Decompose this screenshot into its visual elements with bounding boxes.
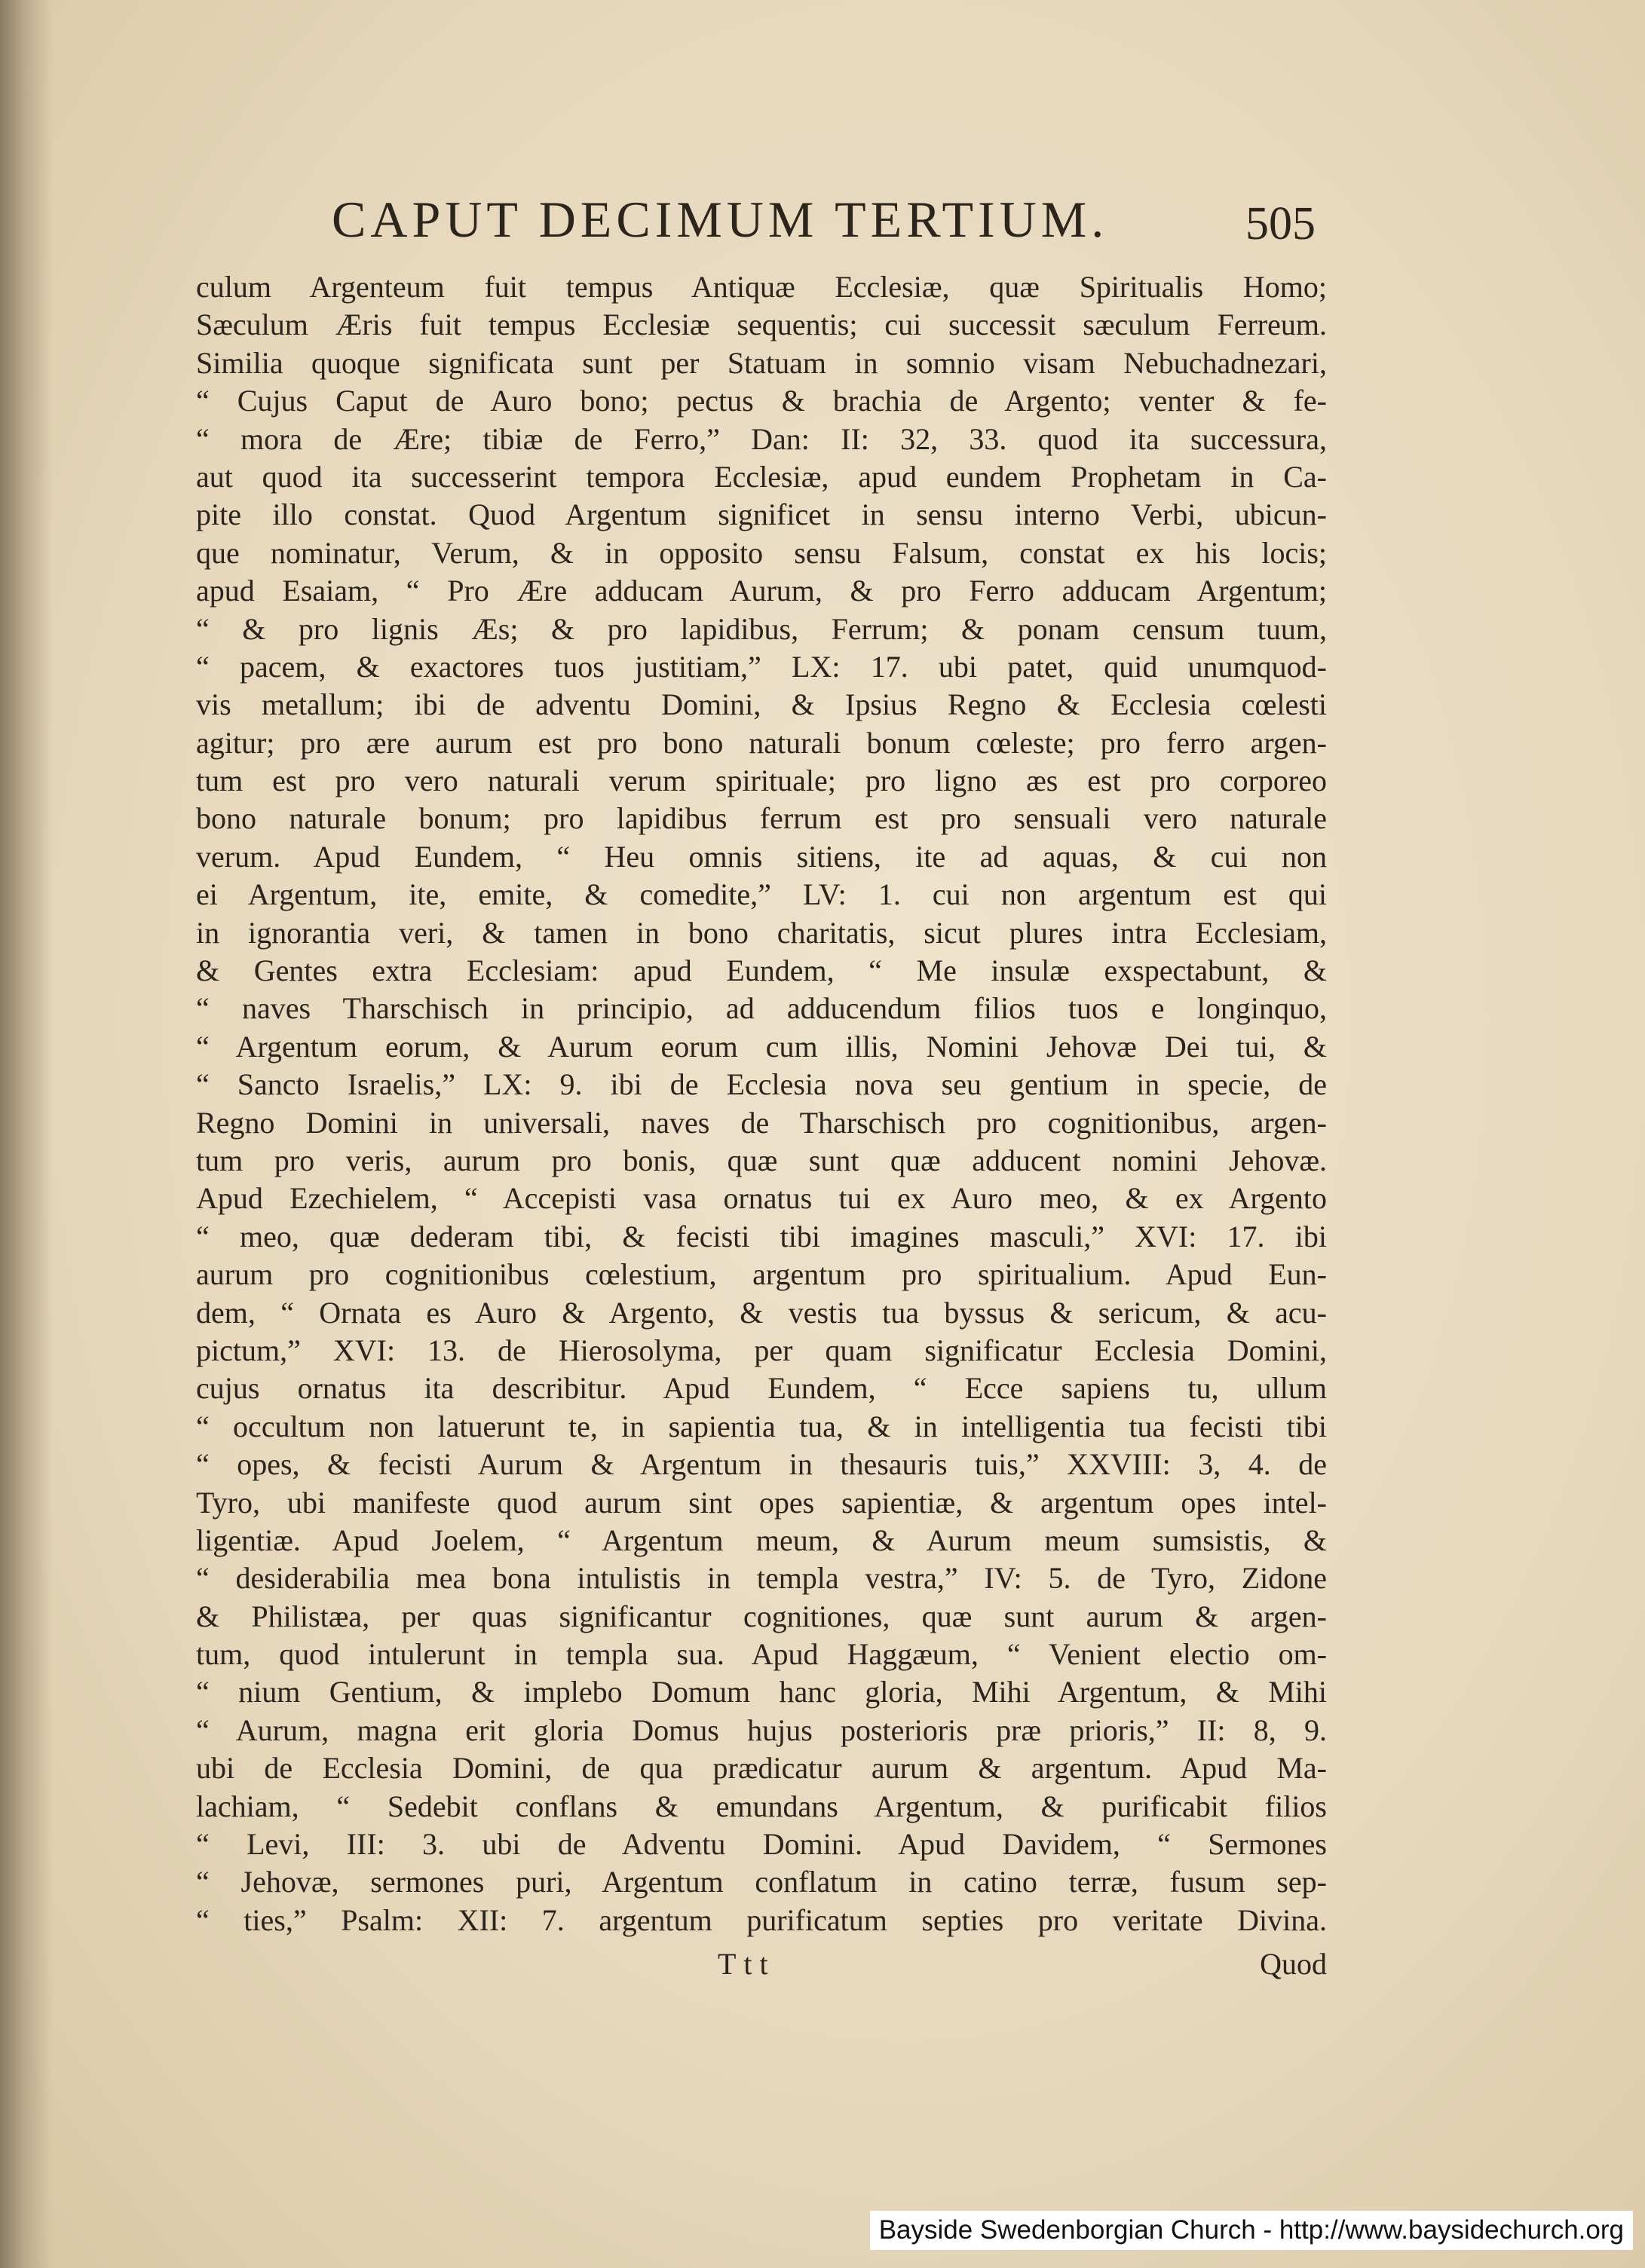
text-line: pite illo constat. Quod Argentum significet in sensu interno Verbi, ubicun-: [196, 497, 1327, 532]
page-number: 505: [1245, 198, 1316, 249]
text-line: ubi de Ecclesia Domini, de qua prædicatur aurum & argentum. Apud Ma-: [196, 1751, 1327, 1786]
text-line: pictum,” XVI: 13. de Hierosolyma, per quam significatur Ecclesia Domini,: [196, 1333, 1327, 1367]
text-line: “ Levi, III: 3. ubi de Adventu Domini. Apud Davidem, “ Sermones: [196, 1827, 1327, 1862]
text-line: Tyro, ubi manifeste quod aurum sint opes sapientiæ, & argentum opes intel-: [196, 1485, 1327, 1520]
text-line: Sæculum Æris fuit tempus Ecclesiæ sequentis; cui successit sæculum Ferreum.: [196, 308, 1327, 342]
text-line: que nominatur, Verum, & in opposito sensu Falsum, constat ex his locis;: [196, 535, 1327, 570]
body-text: [196, 268, 1327, 1939]
text-line: lachiam, “ Sedebit conflans & emundans Argentum, & purificabit filios: [196, 1789, 1327, 1823]
text-line: tum, quod intulerunt in templa sua. Apud Haggæum, “ Venient electio om-: [196, 1637, 1327, 1672]
text-line: agitur; pro ære aurum est pro bono naturali bonum cœleste; pro ferro argen-: [196, 725, 1327, 760]
text-line: tum pro veris, aurum pro bonis, quæ sunt quæ adducent nomini Jehovæ.: [196, 1143, 1327, 1177]
text-line: “ pacem, & exactores tuos justitiam,” LX: 17. ubi patet, quid unumquod-: [196, 649, 1327, 684]
text-line: Similia quoque significata sunt per Statuam in somnio visam Nebuchadnezari,: [196, 345, 1327, 380]
running-head-title: CAPUT DECIMUM TERTIUM.: [332, 191, 1109, 248]
text-line: tum est pro vero naturali verum spirituale; pro ligno æs est pro corporeo: [196, 764, 1327, 798]
text-line: Regno Domini in universali, naves de Tharschisch pro cognitionibus, argen-: [196, 1105, 1327, 1140]
text-line: ligentiæ. Apud Joelem, “ Argentum meum, & Aurum meum sumsistis, &: [196, 1523, 1327, 1557]
text-line: “ nium Gentium, & implebo Domum hanc gloria, Mihi Argentum, & Mihi: [196, 1675, 1327, 1709]
text-line: “ Aurum, magna erit gloria Domus hujus posterioris præ prioris,” II: 8, 9.: [196, 1712, 1327, 1747]
text-line: verum. Apud Eundem, “ Heu omnis sitiens, ite ad aquas, & cui non: [196, 839, 1327, 874]
text-line: vis metallum; ibi de adventu Domini, & Ipsius Regno & Ecclesia cœlesti: [196, 687, 1327, 722]
text-line: dem, “ Ornata es Auro & Argento, & vestis tua byssus & sericum, & acu-: [196, 1295, 1327, 1330]
text-line: “ Cujus Caput de Auro bono; pectus & brachia de Argento; venter & fe-: [196, 384, 1327, 418]
text-line: “ opes, & fecisti Aurum & Argentum in thesauris tuis,” XXVIII: 3, 4. de: [196, 1447, 1327, 1482]
text-line: aut quod ita successerint tempora Ecclesiæ, apud eundem Prophetam in Ca-: [196, 459, 1327, 494]
signature-mark: Ttt: [718, 1947, 776, 1981]
text-line: “ naves Tharschisch in principio, ad adducendum filios tuos e longinquo,: [196, 991, 1327, 1026]
text-line: “ & pro lignis Æs; & pro lapidibus, Ferrum; & ponam censum tuum,: [196, 611, 1327, 646]
text-line: bono naturale bonum; pro lapidibus ferrum est pro sensuali vero naturale: [196, 801, 1327, 836]
text-line: ei Argentum, ite, emite, & comedite,” LV: 1. cui non argentum est qui: [196, 877, 1327, 912]
text-line: “ desiderabilia mea bona intulistis in templa vestra,” IV: 5. de Tyro, Zidone: [196, 1561, 1327, 1596]
catchword: Quod: [1260, 1947, 1327, 1981]
text-line: & Philistæa, per quas significantur cognitiones, quæ sunt aurum & argen-: [196, 1599, 1327, 1633]
text-line: & Gentes extra Ecclesiam: apud Eundem, “ Me insulæ exspectabunt, &: [196, 953, 1327, 988]
text-line: “ Argentum eorum, & Aurum eorum cum illis, Nomini Jehovæ Dei tui, &: [196, 1029, 1327, 1064]
text-line: “ meo, quæ dederam tibi, & fecisti tibi imagines masculi,” XVI: 17. ibi: [196, 1219, 1327, 1253]
text-line: “ mora de Ære; tibiæ de Ferro,” Dan: II: 32, 33. quod ita successura,: [196, 421, 1327, 456]
text-line: “ ties,” Psalm: XII: 7. argentum purificatum septies pro veritate Divina.: [196, 1902, 1327, 1937]
text-line: aurum pro cognitionibus cœlestium, argentum pro spiritualium. Apud Eun-: [196, 1257, 1327, 1292]
text-line: “ occultum non latuerunt te, in sapientia tua, & in intelligentia tua fecisti tibi: [196, 1409, 1327, 1443]
text-line: apud Esaiam, “ Pro Ære adducam Aurum, & pro Ferro adducam Argentum;: [196, 574, 1327, 608]
text-line: Apud Ezechielem, “ Accepisti vasa ornatus tui ex Auro meo, & ex Argento: [196, 1181, 1327, 1216]
text-line: in ignorantia veri, & tamen in bono charitatis, sicut plures intra Ecclesiam,: [196, 915, 1327, 950]
watermark-credit: Bayside Swedenborgian Church - http://www.baysidechurch.org: [870, 2211, 1633, 2250]
text-line: culum Argenteum fuit tempus Antiquæ Ecclesiæ, quæ Spiritualis Homo;: [196, 270, 1327, 304]
text-line: “ Jehovæ, sermones puri, Argentum conflatum in catino terræ, fusum sep-: [196, 1865, 1327, 1899]
footer-row: [196, 1946, 1327, 1984]
page-gutter-shadow: [0, 0, 53, 2268]
text-line: cujus ornatus ita describitur. Apud Eundem, “ Ecce sapiens tu, ullum: [196, 1371, 1327, 1406]
text-line: “ Sancto Israelis,” LX: 9. ibi de Ecclesia nova seu gentium in specie, de: [196, 1067, 1327, 1102]
